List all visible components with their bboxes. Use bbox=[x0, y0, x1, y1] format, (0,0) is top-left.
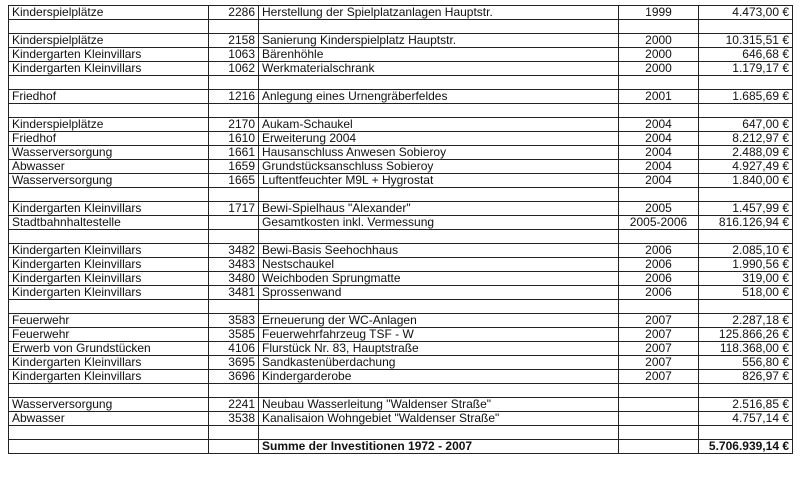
description-cell: Gesamtkosten inkl. Vermessung bbox=[259, 216, 619, 230]
amount-cell: 2.287,18 € bbox=[699, 314, 793, 328]
table-row bbox=[9, 398, 793, 412]
description-cell bbox=[259, 104, 619, 118]
description-cell: Werkmaterialschrank bbox=[259, 62, 619, 76]
year-cell: 2004 bbox=[619, 174, 699, 188]
spacer-row bbox=[9, 188, 793, 202]
account-number-cell bbox=[209, 188, 259, 202]
account-number-cell: 3583 bbox=[209, 314, 259, 328]
amount-cell bbox=[699, 76, 793, 90]
category-cell bbox=[9, 188, 209, 202]
total-empty-cell bbox=[619, 440, 699, 454]
account-number-cell: 2241 bbox=[209, 398, 259, 412]
description-cell bbox=[259, 76, 619, 90]
amount-cell bbox=[699, 230, 793, 244]
year-cell bbox=[619, 188, 699, 202]
description-cell: Erneuerung der WC-Anlagen bbox=[259, 314, 619, 328]
description-cell: Herstellung der Spielplatzanlagen Hauptstr. bbox=[259, 6, 619, 20]
account-number-cell: 3585 bbox=[209, 328, 259, 342]
table-row bbox=[9, 370, 793, 384]
table-row bbox=[9, 202, 793, 216]
description-cell bbox=[259, 426, 619, 440]
account-number-cell: 3695 bbox=[209, 356, 259, 370]
category-cell: Abwasser bbox=[9, 160, 209, 174]
amount-cell bbox=[699, 188, 793, 202]
category-cell: Kindergarten Kleinvillars bbox=[9, 356, 209, 370]
description-cell bbox=[259, 20, 619, 34]
year-cell: 2007 bbox=[619, 342, 699, 356]
table-row bbox=[9, 90, 793, 104]
description-cell: Erweiterung 2004 bbox=[259, 132, 619, 146]
description-cell: Neubau Wasserleitung "Waldenser Straße" bbox=[259, 398, 619, 412]
year-cell bbox=[619, 398, 699, 412]
account-number-cell: 1717 bbox=[209, 202, 259, 216]
category-cell: Kindergarten Kleinvillars bbox=[9, 48, 209, 62]
table-row bbox=[9, 48, 793, 62]
account-number-cell bbox=[209, 216, 259, 230]
category-cell: Kindergarten Kleinvillars bbox=[9, 258, 209, 272]
category-cell: Kindergarten Kleinvillars bbox=[9, 272, 209, 286]
total-row bbox=[9, 440, 793, 454]
total-amount: 5.706.939,14 € bbox=[699, 440, 793, 454]
account-number-cell bbox=[209, 76, 259, 90]
year-cell: 2006 bbox=[619, 244, 699, 258]
account-number-cell: 3482 bbox=[209, 244, 259, 258]
year-cell: 2006 bbox=[619, 272, 699, 286]
table-row bbox=[9, 146, 793, 160]
amount-cell bbox=[699, 300, 793, 314]
amount-cell: 647,00 € bbox=[699, 118, 793, 132]
table-row bbox=[9, 412, 793, 426]
year-cell: 2004 bbox=[619, 160, 699, 174]
category-cell: Stadtbahnhaltestelle bbox=[9, 216, 209, 230]
category-cell: Kindergarten Kleinvillars bbox=[9, 244, 209, 258]
category-cell bbox=[9, 384, 209, 398]
table-row bbox=[9, 272, 793, 286]
account-number-cell: 3538 bbox=[209, 412, 259, 426]
category-cell bbox=[9, 300, 209, 314]
category-cell bbox=[9, 104, 209, 118]
amount-cell: 2.516,85 € bbox=[699, 398, 793, 412]
year-cell: 2004 bbox=[619, 146, 699, 160]
account-number-cell bbox=[209, 426, 259, 440]
description-cell: Luftentfeuchter M9L + Hygrostat bbox=[259, 174, 619, 188]
year-cell: 2007 bbox=[619, 314, 699, 328]
amount-cell: 1.457,99 € bbox=[699, 202, 793, 216]
category-cell: Friedhof bbox=[9, 90, 209, 104]
amount-cell: 2.085,10 € bbox=[699, 244, 793, 258]
year-cell: 2000 bbox=[619, 62, 699, 76]
spacer-row bbox=[9, 426, 793, 440]
table-row bbox=[9, 118, 793, 132]
account-number-cell: 1063 bbox=[209, 48, 259, 62]
investment-table bbox=[8, 5, 793, 454]
year-cell bbox=[619, 104, 699, 118]
investment-table-body bbox=[9, 6, 793, 454]
amount-cell: 2.488,09 € bbox=[699, 146, 793, 160]
year-cell bbox=[619, 230, 699, 244]
table-row bbox=[9, 132, 793, 146]
amount-cell: 4.927,49 € bbox=[699, 160, 793, 174]
spacer-row bbox=[9, 76, 793, 90]
account-number-cell: 1216 bbox=[209, 90, 259, 104]
account-number-cell: 2286 bbox=[209, 6, 259, 20]
category-cell: Erwerb von Grundstücken bbox=[9, 342, 209, 356]
account-number-cell bbox=[209, 104, 259, 118]
table-row bbox=[9, 328, 793, 342]
description-cell: Sanierung Kinderspielplatz Hauptstr. bbox=[259, 34, 619, 48]
amount-cell: 518,00 € bbox=[699, 286, 793, 300]
amount-cell: 4.757,14 € bbox=[699, 412, 793, 426]
description-cell bbox=[259, 230, 619, 244]
description-cell: Bewi-Spielhaus "Alexander" bbox=[259, 202, 619, 216]
description-cell bbox=[259, 188, 619, 202]
year-cell: 2001 bbox=[619, 90, 699, 104]
description-cell: Nestschaukel bbox=[259, 258, 619, 272]
account-number-cell bbox=[209, 230, 259, 244]
year-cell bbox=[619, 76, 699, 90]
table-row bbox=[9, 62, 793, 76]
total-empty-cell bbox=[209, 440, 259, 454]
description-cell: Flurstück Nr. 83, Hauptstraße bbox=[259, 342, 619, 356]
spacer-row bbox=[9, 300, 793, 314]
account-number-cell: 3696 bbox=[209, 370, 259, 384]
description-cell: Aukam-Schaukel bbox=[259, 118, 619, 132]
amount-cell: 646,68 € bbox=[699, 48, 793, 62]
description-cell: Anlegung eines Urnengräberfeldes bbox=[259, 90, 619, 104]
spacer-row bbox=[9, 20, 793, 34]
category-cell bbox=[9, 230, 209, 244]
category-cell: Wasserversorgung bbox=[9, 398, 209, 412]
year-cell: 2004 bbox=[619, 132, 699, 146]
year-cell: 2004 bbox=[619, 118, 699, 132]
year-cell: 2006 bbox=[619, 286, 699, 300]
spacer-row bbox=[9, 230, 793, 244]
year-cell bbox=[619, 300, 699, 314]
year-cell: 2007 bbox=[619, 328, 699, 342]
account-number-cell: 3480 bbox=[209, 272, 259, 286]
description-cell: Bärenhöhle bbox=[259, 48, 619, 62]
amount-cell: 319,00 € bbox=[699, 272, 793, 286]
description-cell bbox=[259, 384, 619, 398]
account-number-cell bbox=[209, 384, 259, 398]
category-cell: Feuerwehr bbox=[9, 328, 209, 342]
account-number-cell: 3483 bbox=[209, 258, 259, 272]
category-cell bbox=[9, 76, 209, 90]
year-cell: 2006 bbox=[619, 258, 699, 272]
description-cell: Kindergarderobe bbox=[259, 370, 619, 384]
description-cell: Bewi-Basis Seehochhaus bbox=[259, 244, 619, 258]
amount-cell bbox=[699, 426, 793, 440]
account-number-cell: 2170 bbox=[209, 118, 259, 132]
category-cell: Friedhof bbox=[9, 132, 209, 146]
amount-cell bbox=[699, 20, 793, 34]
amount-cell: 1.179,17 € bbox=[699, 62, 793, 76]
account-number-cell bbox=[209, 300, 259, 314]
description-cell: Kanalisaion Wohngebiet "Waldenser Straße" bbox=[259, 412, 619, 426]
description-cell: Feuerwehrfahrzeug TSF - W bbox=[259, 328, 619, 342]
category-cell: Kinderspielplätze bbox=[9, 118, 209, 132]
table-row bbox=[9, 286, 793, 300]
table-row bbox=[9, 356, 793, 370]
category-cell: Abwasser bbox=[9, 412, 209, 426]
category-cell bbox=[9, 20, 209, 34]
category-cell: Feuerwehr bbox=[9, 314, 209, 328]
description-cell: Hausanschluss Anwesen Sobieroy bbox=[259, 146, 619, 160]
table-row bbox=[9, 314, 793, 328]
table-row bbox=[9, 258, 793, 272]
amount-cell: 118.368,00 € bbox=[699, 342, 793, 356]
account-number-cell: 1661 bbox=[209, 146, 259, 160]
description-cell: Grundstücksanschluss Sobieroy bbox=[259, 160, 619, 174]
table-row bbox=[9, 174, 793, 188]
year-cell: 1999 bbox=[619, 6, 699, 20]
total-empty-cell bbox=[9, 440, 209, 454]
year-cell: 2000 bbox=[619, 34, 699, 48]
description-cell: Sprossenwand bbox=[259, 286, 619, 300]
table-row bbox=[9, 342, 793, 356]
category-cell: Wasserversorgung bbox=[9, 146, 209, 160]
year-cell: 2007 bbox=[619, 370, 699, 384]
table-row bbox=[9, 160, 793, 174]
account-number-cell: 1665 bbox=[209, 174, 259, 188]
account-number-cell bbox=[209, 20, 259, 34]
year-cell: 2005-2006 bbox=[619, 216, 699, 230]
amount-cell: 826,97 € bbox=[699, 370, 793, 384]
account-number-cell: 1062 bbox=[209, 62, 259, 76]
description-cell: Sandkastenüberdachung bbox=[259, 356, 619, 370]
year-cell bbox=[619, 426, 699, 440]
amount-cell: 1.685,69 € bbox=[699, 90, 793, 104]
year-cell: 2000 bbox=[619, 48, 699, 62]
account-number-cell: 4106 bbox=[209, 342, 259, 356]
account-number-cell: 3481 bbox=[209, 286, 259, 300]
category-cell: Kinderspielplätze bbox=[9, 34, 209, 48]
category-cell bbox=[9, 426, 209, 440]
table-row bbox=[9, 244, 793, 258]
amount-cell bbox=[699, 384, 793, 398]
table-row bbox=[9, 6, 793, 20]
amount-cell bbox=[699, 104, 793, 118]
amount-cell: 1.840,00 € bbox=[699, 174, 793, 188]
year-cell: 2007 bbox=[619, 356, 699, 370]
account-number-cell: 2158 bbox=[209, 34, 259, 48]
account-number-cell: 1610 bbox=[209, 132, 259, 146]
table-row bbox=[9, 34, 793, 48]
category-cell: Kindergarten Kleinvillars bbox=[9, 286, 209, 300]
category-cell: Kindergarten Kleinvillars bbox=[9, 370, 209, 384]
amount-cell: 816.126,94 € bbox=[699, 216, 793, 230]
category-cell: Kindergarten Kleinvillars bbox=[9, 202, 209, 216]
category-cell: Kinderspielplätze bbox=[9, 6, 209, 20]
amount-cell: 8.212,97 € bbox=[699, 132, 793, 146]
category-cell: Wasserversorgung bbox=[9, 174, 209, 188]
amount-cell: 10.315,51 € bbox=[699, 34, 793, 48]
amount-cell: 125.866,26 € bbox=[699, 328, 793, 342]
year-cell bbox=[619, 412, 699, 426]
total-label: Summe der Investitionen 1972 - 2007 bbox=[259, 440, 619, 454]
year-cell bbox=[619, 20, 699, 34]
spacer-row bbox=[9, 104, 793, 118]
year-cell bbox=[619, 384, 699, 398]
table-row bbox=[9, 216, 793, 230]
category-cell: Kindergarten Kleinvillars bbox=[9, 62, 209, 76]
year-cell: 2005 bbox=[619, 202, 699, 216]
description-cell bbox=[259, 300, 619, 314]
account-number-cell: 1659 bbox=[209, 160, 259, 174]
spacer-row bbox=[9, 384, 793, 398]
amount-cell: 4.473,00 € bbox=[699, 6, 793, 20]
description-cell: Weichboden Sprungmatte bbox=[259, 272, 619, 286]
amount-cell: 556,80 € bbox=[699, 356, 793, 370]
amount-cell: 1.990,56 € bbox=[699, 258, 793, 272]
